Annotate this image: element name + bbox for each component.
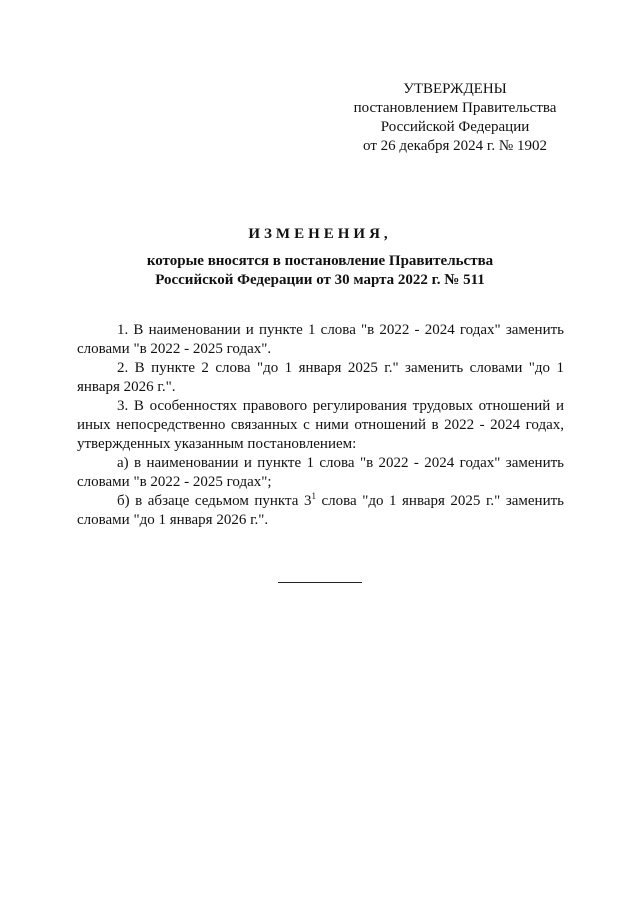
- approval-stamp: [330, 80, 580, 156]
- paragraph-3: 3. В особенностях правового регулирования трудовых отношений и иных непосредственно связанных с ними отношений в 2022 - 2024 годах, утвержденных указанным постановлением:: [77, 398, 564, 452]
- paragraph-3a: а) в наименовании и пункте 1 слова "в 2022 - 2024 годах" заменить словами "в 2022 - 2025 годах";: [77, 455, 564, 490]
- document-subtitle: [60, 252, 580, 290]
- document-body: [77, 321, 564, 530]
- superscript-index: 1: [311, 491, 316, 501]
- approval-line-2: Российской Федерации: [380, 119, 530, 135]
- paragraph-1: 1. В наименовании и пункте 1 слова "в 2022 - 2024 годах" заменить словами "в 2022 - 2025 годах".: [77, 322, 564, 357]
- approval-line-1: постановлением Правительства: [353, 100, 557, 116]
- subtitle-line-1: которые вносятся в постановление Правительства: [146, 253, 494, 269]
- end-divider: [278, 582, 362, 583]
- paragraph-2: 2. В пункте 2 слова "до 1 января 2025 г." заменить словами "до 1 января 2026 г.".: [77, 360, 564, 395]
- paragraph-3b-end: слова "до 1 января 2025 г." заменить словами "до 1 января 2026 г.".: [77, 493, 565, 528]
- paragraph-3b: [77, 492, 564, 530]
- subtitle-line-2: Российской Федерации от 30 марта 2022 г. № 511: [155, 272, 485, 288]
- document-title: ИЗМЕНЕНИЯ,: [248, 226, 392, 242]
- approved-title: УТВЕРЖДЕНЫ: [403, 81, 507, 97]
- approval-line-3: от 26 декабря 2024 г. № 1902: [363, 138, 547, 154]
- paragraph-3b-start: б) в абзаце седьмом пункта 3: [117, 493, 312, 509]
